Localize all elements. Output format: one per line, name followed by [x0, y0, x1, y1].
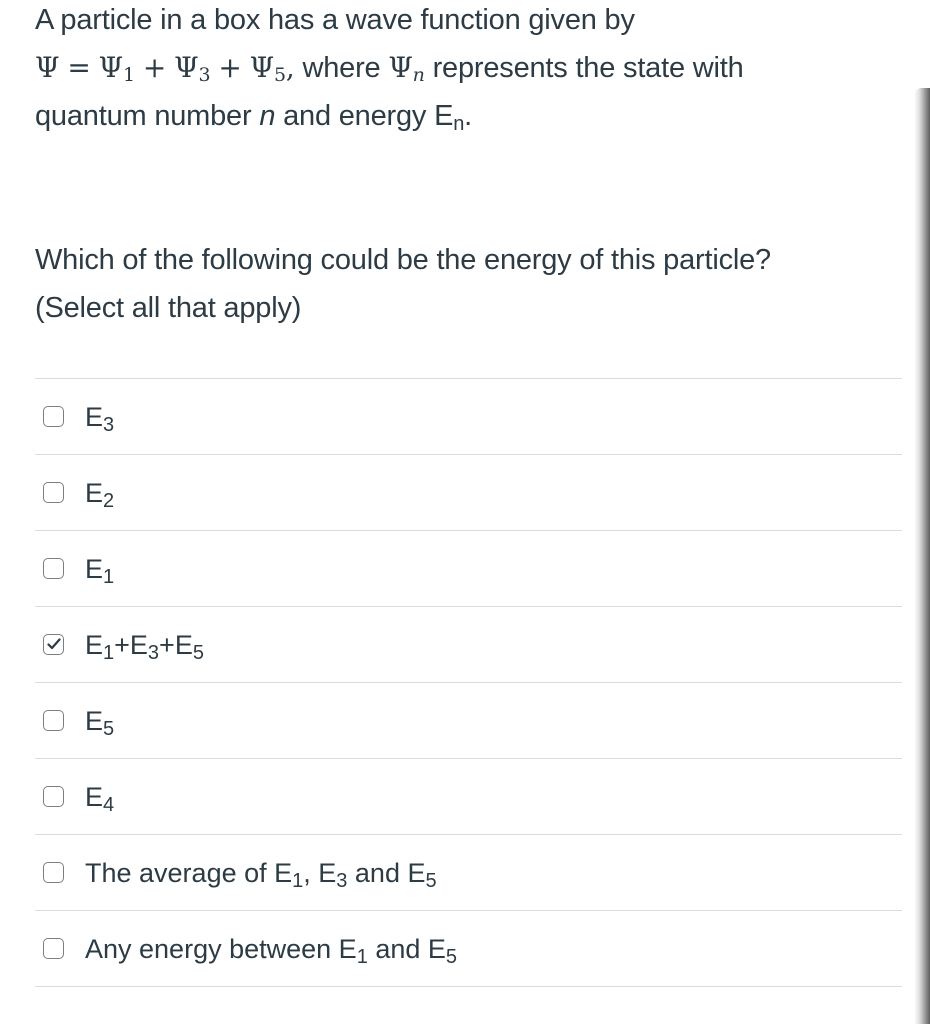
psi-symbol: Ψ [174, 51, 199, 84]
comma: , [285, 51, 295, 84]
checkbox-icon[interactable] [43, 634, 64, 655]
checkmark-icon [47, 638, 61, 650]
subscript: 1 [122, 64, 135, 86]
where-text: where [294, 52, 389, 84]
answer-label [85, 552, 114, 586]
answer-text: E [85, 781, 104, 812]
answer-label [85, 400, 114, 434]
psi-symbol: Ψ [249, 51, 275, 84]
answer-list [35, 378, 902, 987]
energy-text: and energy E [275, 100, 454, 132]
answer-text: and E [347, 857, 426, 888]
subscript-n: n [412, 64, 425, 86]
answer-subscript: 1 [103, 641, 115, 664]
answer-option[interactable] [35, 683, 902, 759]
answer-text: and E [367, 933, 446, 964]
panel-edge-shadow [914, 88, 930, 1024]
answer-option[interactable] [35, 531, 902, 607]
answer-label [85, 780, 114, 814]
answer-subscript: 3 [336, 869, 348, 892]
answer-text: E [85, 629, 104, 660]
answer-subscript: 1 [103, 565, 115, 588]
answer-subscript: 5 [103, 717, 115, 740]
checkbox-icon[interactable] [43, 938, 64, 959]
checkbox-icon[interactable] [43, 406, 64, 427]
answer-label [85, 476, 114, 510]
answer-option[interactable] [35, 455, 902, 531]
answer-text: E [85, 477, 104, 508]
period: . [464, 100, 473, 132]
psi-symbol: Ψ [35, 51, 60, 84]
question-line-2 [35, 44, 895, 92]
answer-text: E [85, 553, 104, 584]
checkbox-icon[interactable] [43, 482, 64, 503]
psi-symbol: Ψ [388, 51, 413, 84]
answer-label [85, 856, 437, 890]
plus-sign: + [142, 51, 167, 84]
psi-symbol: Ψ [98, 51, 123, 84]
prompt-text [35, 236, 895, 332]
answer-text: Any energy between E [85, 933, 357, 964]
answer-subscript: 5 [445, 945, 457, 968]
checkbox-icon[interactable] [43, 862, 64, 883]
prompt-line-2: (Select all that apply) [35, 292, 302, 324]
answer-subscript: 4 [103, 793, 115, 816]
question-line-3 [35, 92, 895, 140]
plus-sign: + [218, 51, 242, 84]
answer-label [85, 704, 114, 738]
answer-option[interactable] [35, 607, 902, 683]
answer-option[interactable] [35, 911, 902, 987]
checkbox-icon[interactable] [43, 558, 64, 579]
prompt-line-1: Which of the following could be the energy of this particle? [35, 244, 771, 276]
answer-text: , E [303, 857, 337, 888]
subscript-n: n [453, 113, 465, 135]
checkbox-icon[interactable] [43, 710, 64, 731]
represents-text: represents the state with [424, 52, 744, 84]
answer-text: +E [159, 629, 193, 660]
answer-subscript: 3 [103, 413, 115, 436]
equals-sign: = [67, 51, 91, 84]
psi-n-symbol [388, 51, 424, 84]
question-line-1: A particle in a box has a wave function given by [35, 4, 635, 36]
answer-text: E [85, 401, 104, 432]
answer-subscript: 5 [192, 641, 204, 664]
answer-text: +E [114, 629, 148, 660]
answer-subscript: 2 [103, 489, 115, 512]
answer-option[interactable] [35, 379, 902, 455]
answer-subscript: 5 [425, 869, 437, 892]
question-text [35, 0, 895, 140]
answer-option[interactable] [35, 759, 902, 835]
answer-subscript: 1 [292, 869, 304, 892]
answer-subscript: 3 [147, 641, 160, 664]
answer-text: E [85, 705, 104, 736]
checkbox-icon[interactable] [43, 786, 64, 807]
answer-label [85, 628, 204, 662]
subscript: 3 [198, 64, 211, 86]
answer-label [85, 932, 457, 966]
wave-function-equation [35, 51, 295, 84]
quantum-number-text: quantum number [35, 100, 260, 132]
n-italic: n [259, 100, 276, 132]
answer-text: The average of E [85, 857, 293, 888]
subscript: 5 [274, 64, 286, 86]
answer-option[interactable] [35, 835, 902, 911]
answer-subscript: 1 [356, 945, 368, 968]
